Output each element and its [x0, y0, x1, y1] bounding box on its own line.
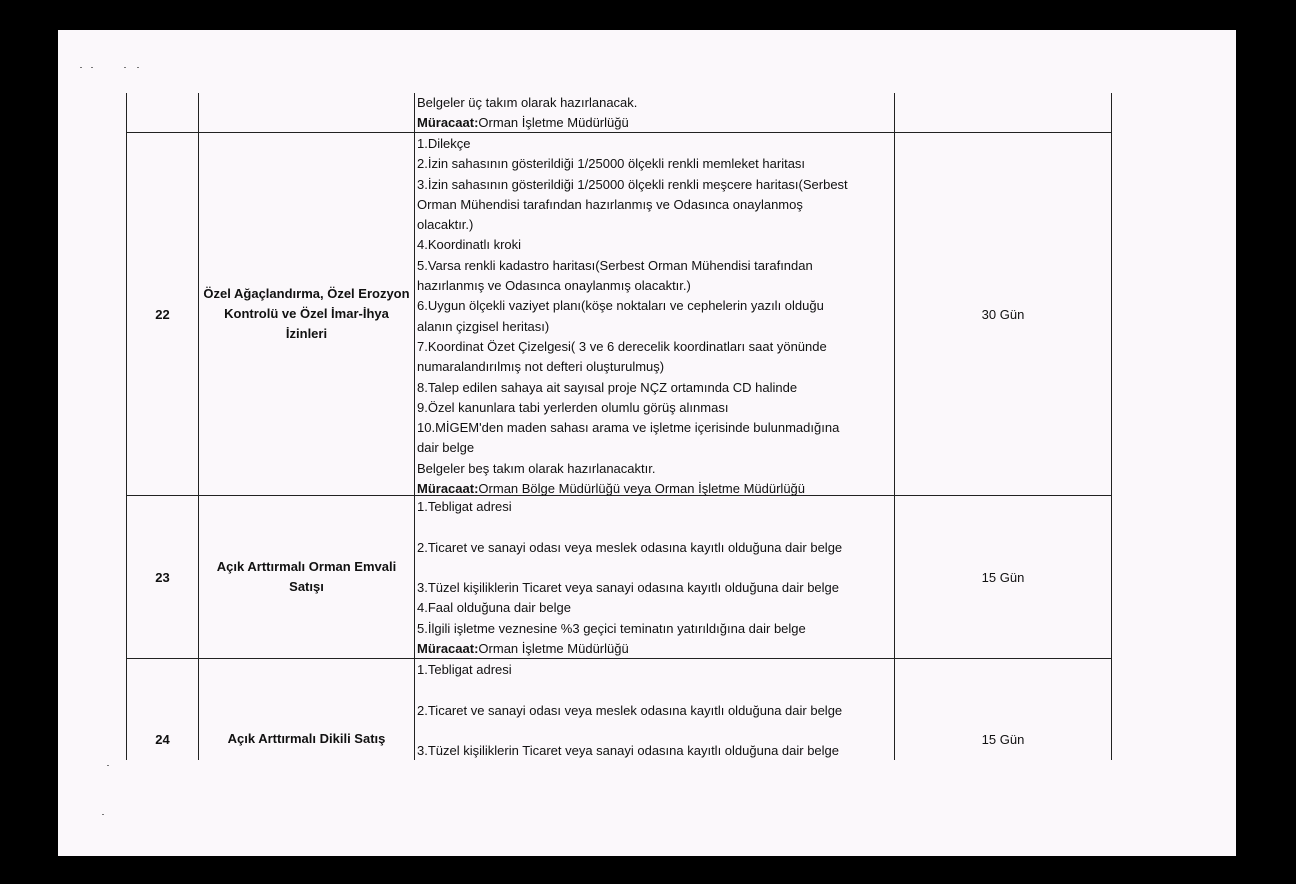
requirement-line: Belgeler beş takım olarak hazırlanacaktır.: [417, 460, 656, 476]
requirement-line: 2.Ticaret ve sanayi odası veya meslek odasına kayıtlı olduğuna dair belge: [417, 702, 843, 718]
requirement-line: alanın çizgisel heritası): [417, 318, 550, 334]
application-value: Orman İşletme Müdürlüğü: [478, 115, 629, 131]
requirement-line: 2.İzin sahasının gösterildiği 1/25000 ölçekli renkli memleket haritası: [417, 156, 806, 172]
permit-name: [199, 659, 414, 819]
scan-speck: [102, 814, 104, 815]
requirement-line: 3.Tüzel kişiliklerin Ticaret veya sanayi odasına kayıtlı olduğuna dair belge: [417, 743, 840, 759]
processing-time: 15 Gün: [981, 731, 1025, 747]
row-number: 24: [155, 731, 170, 747]
requirements-list: [417, 497, 893, 659]
scan-speck: [80, 67, 82, 68]
blank-line: [417, 680, 893, 700]
permit-name-line: Kontrolü ve Özel İmar-İhya: [224, 306, 389, 321]
application-label: Müracaat:: [417, 115, 479, 131]
scan-speck: [137, 67, 139, 68]
requirement-line: 3.İzin sahasının gösterildiği 1/25000 ölçekli renkli meşcere haritası(Serbest: [417, 176, 848, 192]
requirement-line: hazırlanmış ve Odasınca onaylanmış olacaktır.): [417, 278, 691, 294]
application-line: [417, 113, 893, 133]
requirements-list: [417, 660, 893, 761]
requirement-line: 2.Ticaret ve sanayi odası veya meslek odasına kayıtlı olduğuna dair belge: [417, 539, 843, 555]
requirement-line: 1.Tebligat adresi: [417, 662, 512, 677]
requirement-line: numaralandırılmış not defteri oluşturulmuş): [417, 359, 665, 375]
processing-time: 30 Gün: [981, 306, 1025, 322]
requirement-line: 1.Tebligat adresi: [417, 499, 512, 514]
requirement-line: 5.İlgili işletme veznesine %3 geçici teminatın yatırıldığına dair belge: [417, 620, 806, 636]
requirement-line: 10.MİGEM'den maden sahası arama ve işletme içerisinde bulunmadığına: [417, 420, 840, 436]
requirement-line: 7.Koordinat Özet Çizelgesi( 3 ve 6 derecelik koordinatları saat yönünde: [417, 338, 827, 354]
scan-speck: [91, 67, 93, 68]
table-column-border: [1111, 93, 1112, 760]
scan-speck: [107, 765, 109, 766]
requirement-line: 9.Özel kanunlara tabi yerlerden olumlu görüş alınması: [417, 399, 729, 415]
table-column-border: [414, 93, 415, 760]
processing-time: 15 Gün: [981, 569, 1025, 585]
permit-name: [199, 133, 414, 495]
requirement-line: 8.Talep edilen sahaya ait sayısal proje NÇZ ortamında CD halinde: [417, 379, 798, 395]
requirements-list: [417, 134, 893, 499]
requirement-line: dair belge: [417, 440, 475, 456]
requirement-line: 4.Koordinatlı kroki: [417, 237, 522, 253]
requirement-line: 3.Tüzel kişiliklerin Ticaret veya sanayi odasına kayıtlı olduğuna dair belge: [417, 580, 840, 596]
blank-line: [417, 721, 893, 741]
permit-name-line: İzinleri: [285, 326, 328, 341]
top-row-requirements: [417, 93, 893, 134]
requirement-line: 1.Dilekçe: [417, 136, 471, 151]
requirement-line: 6.Uygun ölçekli vaziyet planı(köşe noktaları ve cephelerin yazılı olduğu: [417, 298, 824, 314]
permit-name-line: Özel Ağaçlandırma, Özel Erozyon: [203, 286, 410, 301]
permit-name-line: Açık Arttırmalı Orman Emvali: [216, 559, 397, 574]
row-number: 22: [155, 306, 170, 322]
blank-line: [417, 558, 893, 578]
blank-line: [417, 517, 893, 537]
requirement-line: Orman Mühendisi tarafından hazırlanmış ve Odasınca onaylanmoş: [417, 196, 803, 212]
permit-name: [199, 496, 414, 658]
permit-name-line: Açık Arttırmalı Dikili Satış: [227, 731, 386, 746]
application-line: [417, 639, 893, 659]
requirement-line: Belgeler üç takım olarak hazırlanacak.: [417, 95, 638, 110]
application-label: Müracaat:: [417, 481, 479, 497]
document-page: [58, 30, 1236, 856]
application-value: Orman İşletme Müdürlüğü: [478, 641, 629, 657]
application-label: Müracaat:: [417, 641, 479, 657]
requirement-line: 4.Faal olduğuna dair belge: [417, 600, 571, 616]
requirement-line: 5.Varsa renkli kadastro haritası(Serbest Orman Mühendisi tarafından: [417, 257, 813, 273]
application-value: Orman Bölge Müdürlüğü veya Orman İşletme Müdürlüğü: [478, 481, 806, 497]
permit-name-line: Satışı: [289, 579, 324, 594]
row-number: 23: [155, 569, 170, 585]
requirement-line: olacaktır.): [417, 217, 474, 233]
scan-speck: [124, 67, 126, 68]
